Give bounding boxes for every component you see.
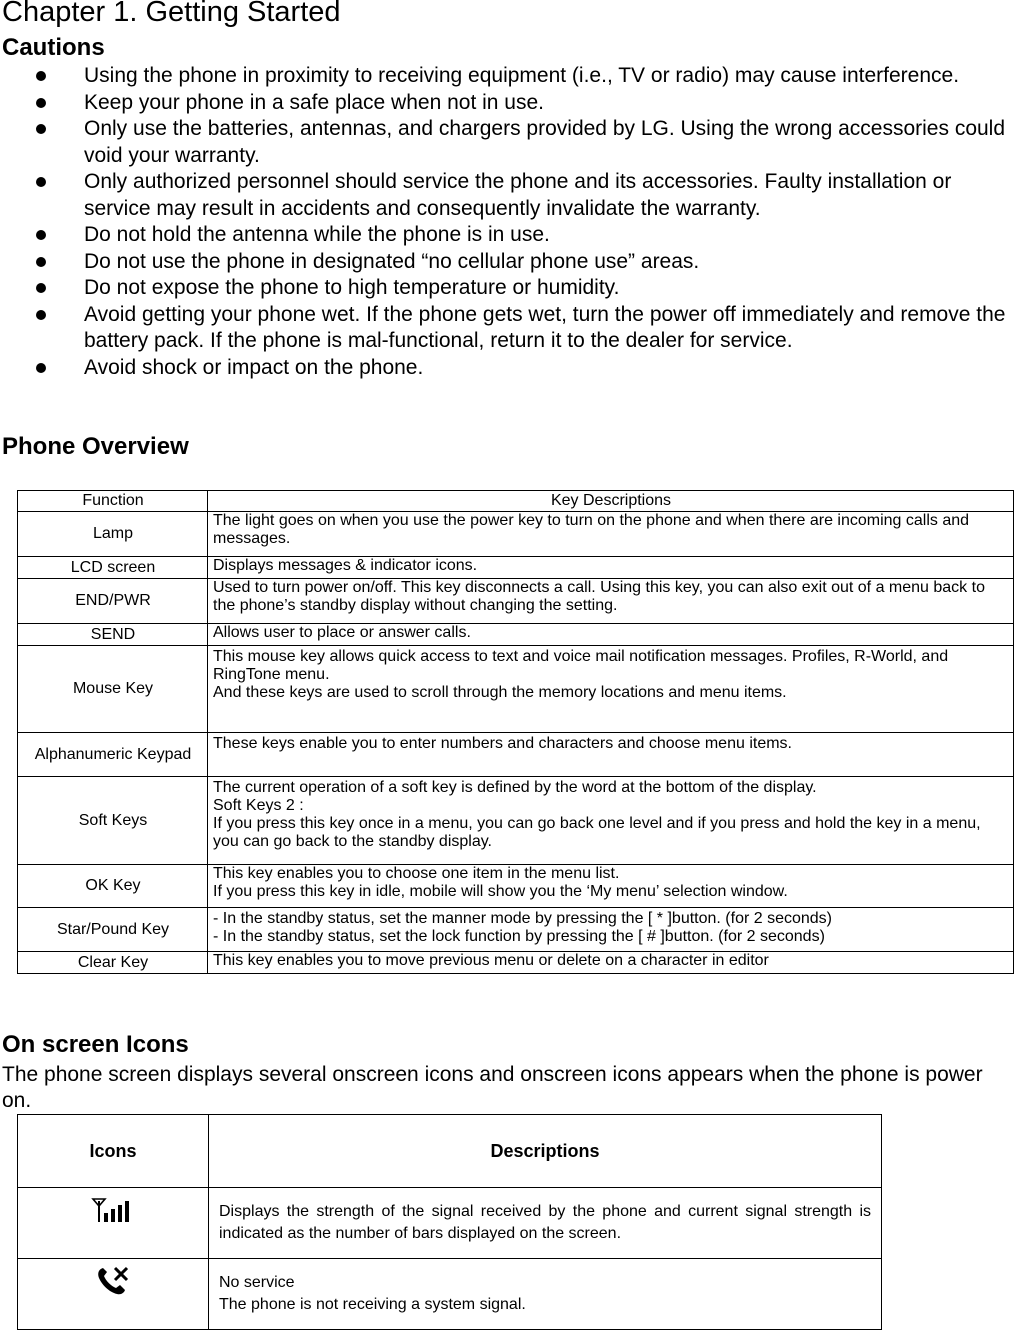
signal-strength-icon bbox=[89, 1197, 137, 1227]
function-cell: Lamp bbox=[18, 512, 208, 557]
description-cell: This mouse key allows quick access to text and voice mail notification messages. Profiles, R-World, and RingTone menu. And these keys are used to scroll through the memory locations and menu items. bbox=[208, 646, 1014, 733]
key-descriptions-table bbox=[17, 490, 1014, 974]
col-function-header: Function bbox=[18, 491, 208, 512]
bullet-icon bbox=[36, 310, 46, 320]
table-row bbox=[18, 1188, 882, 1259]
description-cell: Allows user to place or answer calls. bbox=[208, 624, 1014, 646]
caution-item: Keep your phone in a safe place when not in use. bbox=[0, 90, 1015, 117]
cautions-list bbox=[0, 63, 1015, 381]
col-desc-header: Key Descriptions bbox=[208, 491, 1014, 512]
chapter-title: Chapter 1. Getting Started bbox=[2, 0, 341, 28]
function-cell: END/PWR bbox=[18, 579, 208, 624]
bullet-icon bbox=[36, 98, 46, 108]
table-row bbox=[18, 646, 1014, 733]
description-cell: Displays messages & indicator icons. bbox=[208, 557, 1014, 579]
onscreen-icons-heading: On screen Icons bbox=[2, 1031, 189, 1058]
description-cell: The current operation of a soft key is defined by the word at the bottom of the display. Soft Keys 2 : If you press this key once in a menu, you can go back one level and if you press and hold the key in a menu, you can go back to the standby display. bbox=[208, 777, 1014, 865]
function-cell: OK Key bbox=[18, 865, 208, 908]
phone-overview-heading: Phone Overview bbox=[2, 433, 189, 460]
bullet-icon bbox=[36, 177, 46, 187]
caution-item: Only authorized personnel should service the phone and its accessories. Faulty installation or service may result in accidents and consequently invalidate the warranty. bbox=[0, 169, 1015, 222]
col-descriptions-header: Descriptions bbox=[209, 1115, 882, 1188]
description-cell: This key enables you to choose one item in the menu list. If you press this key in idle, mobile will show you the ‘My menu’ selection window. bbox=[208, 865, 1014, 908]
function-cell: Soft Keys bbox=[18, 777, 208, 865]
table-row bbox=[18, 777, 1014, 865]
col-icons-header: Icons bbox=[18, 1115, 209, 1188]
caution-item: Only use the batteries, antennas, and chargers provided by LG. Using the wrong accessories could void your warranty. bbox=[0, 116, 1015, 169]
table-row bbox=[18, 908, 1014, 952]
caution-item: Do not hold the antenna while the phone is in use. bbox=[0, 222, 1015, 249]
caution-item: Avoid shock or impact on the phone. bbox=[0, 355, 1015, 382]
caution-item: Using the phone in proximity to receiving equipment (i.e., TV or radio) may cause interference. bbox=[0, 63, 1015, 90]
onscreen-icons-table bbox=[17, 1114, 882, 1330]
table-row bbox=[18, 557, 1014, 579]
description-cell: No service The phone is not receiving a system signal. bbox=[209, 1259, 882, 1330]
table-row bbox=[18, 952, 1014, 974]
description-cell: - In the standby status, set the manner mode by pressing the [ * ]button. (for 2 seconds) - In the standby status, set the lock function by pressing the [ # ]button. (for 2 seconds) bbox=[208, 908, 1014, 952]
description-cell: The light goes on when you use the power key to turn on the phone and when there are incoming calls and messages. bbox=[208, 512, 1014, 557]
bullet-icon bbox=[36, 283, 46, 293]
table-row bbox=[18, 624, 1014, 646]
bullet-icon bbox=[36, 257, 46, 267]
description-cell: These keys enable you to enter numbers and characters and choose menu items. bbox=[208, 733, 1014, 777]
bullet-icon bbox=[36, 230, 46, 240]
description-cell: Displays the strength of the signal received by the phone and current signal strength is indicated as the number of bars displayed on the screen. bbox=[209, 1188, 882, 1259]
icon-cell bbox=[18, 1259, 209, 1330]
description-cell: Used to turn power on/off. This key disconnects a call. Using this key, you can also exit out of a menu back to the phone’s standby display without changing the setting. bbox=[208, 579, 1014, 624]
bullet-icon bbox=[36, 71, 46, 81]
table-header-row bbox=[18, 1115, 882, 1188]
caution-item: Do not use the phone in designated “no cellular phone use” areas. bbox=[0, 249, 1015, 276]
cautions-heading: Cautions bbox=[2, 34, 105, 61]
function-cell: Mouse Key bbox=[18, 646, 208, 733]
table-row bbox=[18, 865, 1014, 908]
table-row bbox=[18, 733, 1014, 777]
icon-cell bbox=[18, 1188, 209, 1259]
function-cell: Star/Pound Key bbox=[18, 908, 208, 952]
table-header-row bbox=[18, 491, 1014, 512]
no-service-icon bbox=[93, 1264, 133, 1298]
onscreen-icons-intro: The phone screen displays several onscreen icons and onscreen icons appears when the phone is power on. bbox=[2, 1063, 983, 1112]
table-row bbox=[18, 579, 1014, 624]
table-row bbox=[18, 512, 1014, 557]
function-cell: LCD screen bbox=[18, 557, 208, 579]
function-cell: Clear Key bbox=[18, 952, 208, 974]
bullet-icon bbox=[36, 363, 46, 373]
function-cell: Alphanumeric Keypad bbox=[18, 733, 208, 777]
caution-item: Do not expose the phone to high temperature or humidity. bbox=[0, 275, 1015, 302]
bullet-icon bbox=[36, 124, 46, 134]
table-row bbox=[18, 1259, 882, 1330]
function-cell: SEND bbox=[18, 624, 208, 646]
description-cell: This key enables you to move previous menu or delete on a character in editor bbox=[208, 952, 1014, 974]
caution-item: Avoid getting your phone wet. If the phone gets wet, turn the power off immediately and remove the battery pack. If the phone is mal-functional, return it to the dealer for service. bbox=[0, 302, 1015, 355]
